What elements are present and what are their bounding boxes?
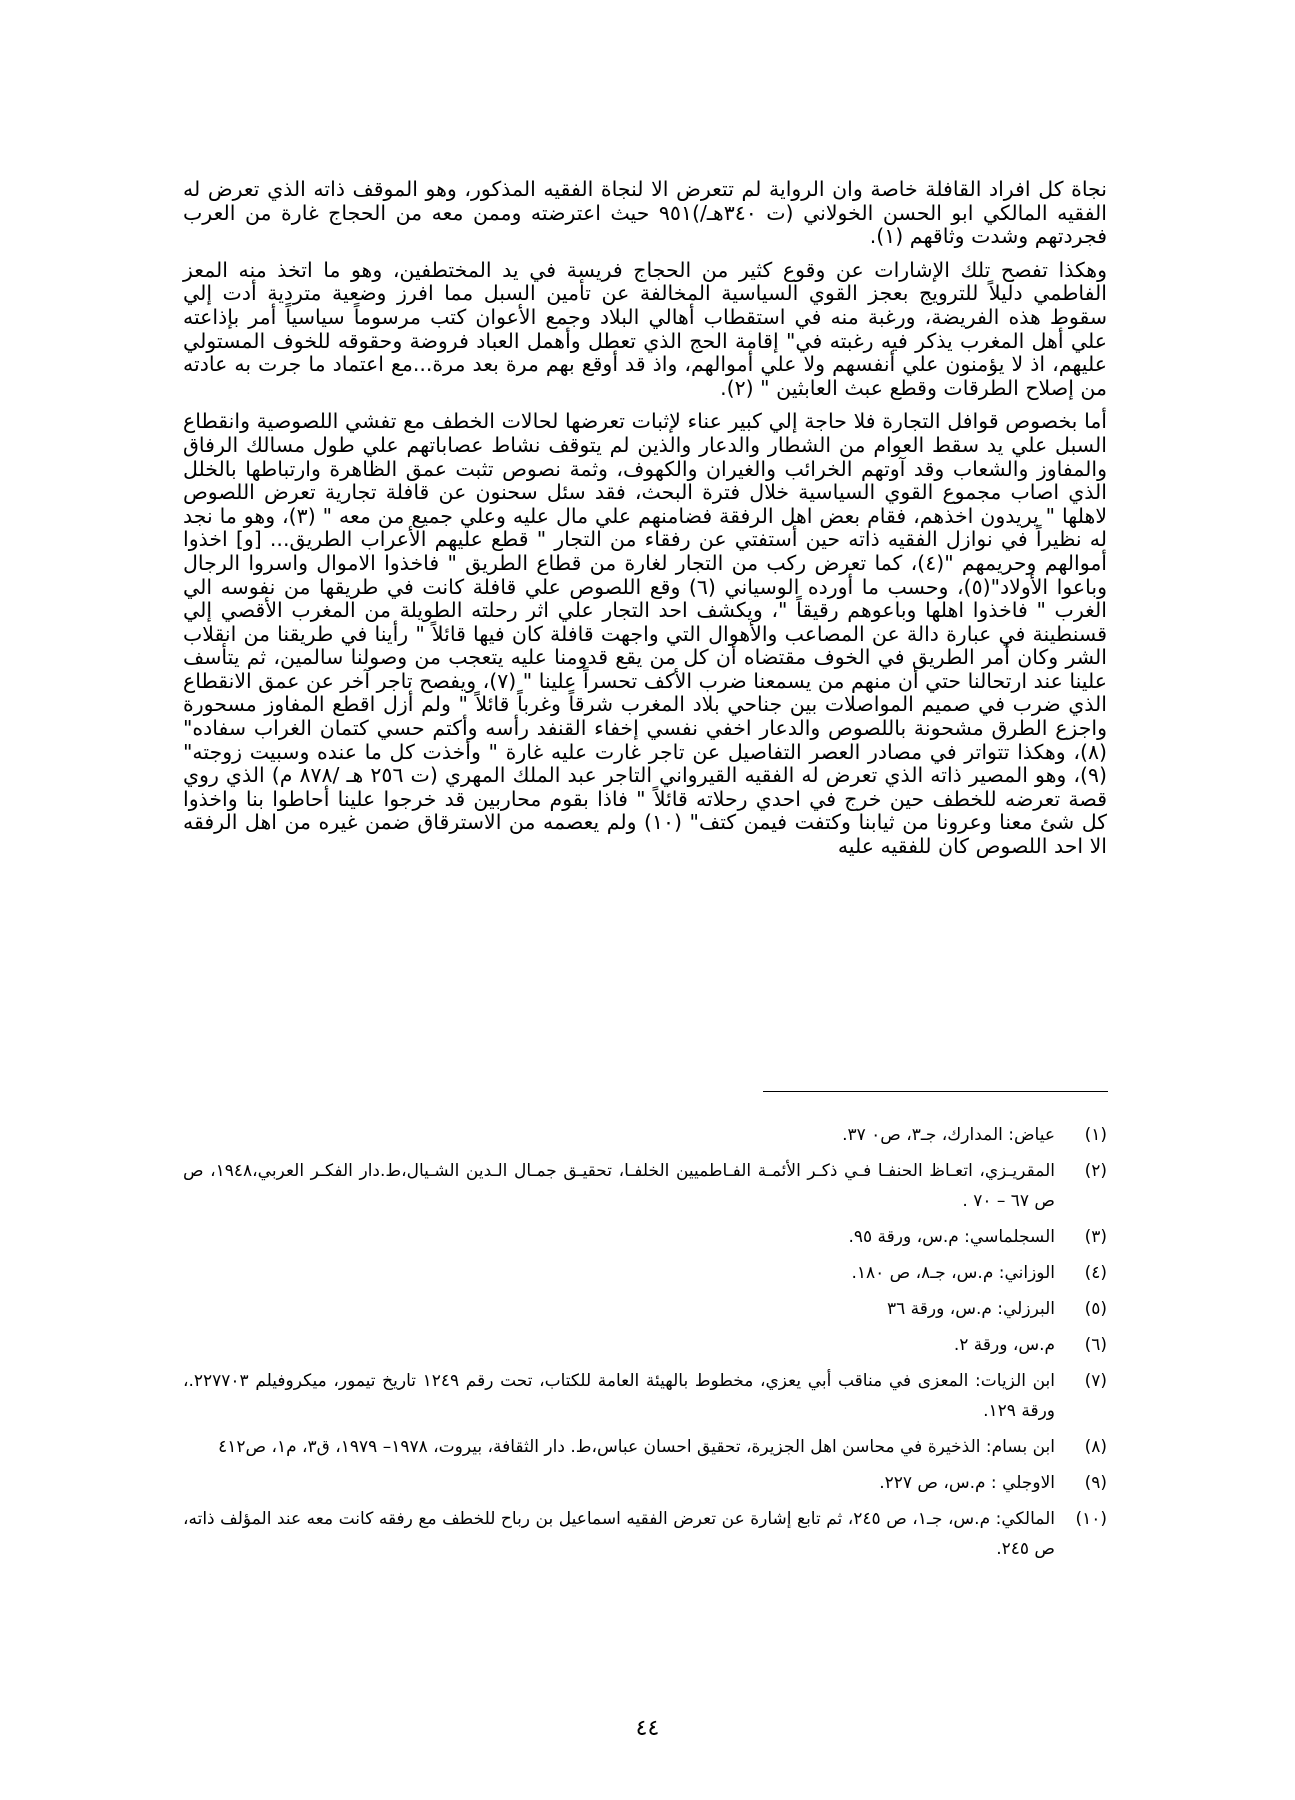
footnotes-list (183, 1120, 1107, 1570)
footnote-separator (763, 1091, 1108, 1092)
paragraph-3: أما بخصوص قوافل التجارة فلا حاجة إلي كبير عناء لإثبات تعرضها لحالات الخطف مع تفشي اللصوصية وانقطاع السبل علي يد سقط العوام من الشطار والدعار والذين لم يتوقف نشاط عصاباتهم علي طول مسالك الرفاق والمفاوز والشعاب وقد آوتهم الخرائب والغيران والكهوف، وثمة نصوص تثبت عمق الظاهرة وارتباطها بالخلل الذي اصاب مجموع القوي السياسية خلال فترة البحث، فقد سئل سحنون عن قافلة تجارية تعرض اللصوص لاهلها " يريدون اخذهم، فقام بعض اهل الرفقة فضامنهم علي مال عليه وعلي جميع من معه " (٣)، وهو ما نجد له نظيراً في نوازل الفقيه ذاته حين أستفتي عن رفقاء من التجار " قطع عليهم الأعراب الطريق... [و] اخذوا أموالهم وحريمهم "(٤)، كما تعرض ركب من التجار لغارة من قطاع الطريق " فاخذوا الاموال واسروا الرجال وباعوا الأولاد"(٥)، وحسب ما أورده الوسياني (٦) وقع اللصوص علي قافلة كانت في طريقها من نفوسه الي الغرب " فاخذوا اهلها وباعوهم رقيقاً "، ويكشف احد التجار علي اثر رحلته الطويلة من المغرب الأقصي إلي قسنطينة في عبارة دالة عن المصاعب والأهوال التي واجهت قافلة كان فيها قائلاً " رأينا في طريقنا من انقلاب الشر وكان أمر الطريق في الخوف مقتضاه أن كل من يقع قدومنا عليه يتعجب من وصولنا سالمين، ثم يتأسف علينا عند ارتحالنا حتي أن منهم من يسمعنا ضرب الأكف تحسراً علينا " (٧)، ويفصح تاجر آخر عن عمق الانقطاع الذي ضرب في صميم المواصلات بين جناحي بلاد المغرب شرقاً وغرباً قائلاً " ولم أزل اقطع المفاوز مسحورة واجزع الطرق مشحونة باللصوص والدعار اخفي نفسي إخفاء القنفد رأسه وأكتم حسي كتمان الغراب سفاده"(٨)، وهكذا تتواتر في مصادر العصر التفاصيل عن تاجر غارت عليه غارة " وأخذت كل ما عنده وسبيت زوجته"(٩)، وهو المصير ذاته الذي تعرض له الفقيه القيرواني التاجر عبد الملك المهري (ت ٢٥٦ هـ /٨٧٨ م) الذي روي قصة تعرضه للخطف حين خرج في احدي رحلاته قائلاً " فاذا بقوم محاربين قد خرجوا علينا أحاطوا بنا واخذوا كل شئ معنا وعرونا من ثيابنا وكتفت فيمن كتف" (١٠) ولم يعصمه من الاسترقاق ضمن غيره من اهل الرفقه الا احد اللصوص كان للفقيه عليه (183, 409, 1108, 859)
footnote-item (183, 1120, 1107, 1150)
footnote-number: (٨) (1084, 1437, 1107, 1457)
footnote-number: (٣) (1084, 1227, 1107, 1247)
footnote-text: الوزاني: م.س، جـ٨، ص ١٨٠. (851, 1263, 1055, 1283)
footnote-number: (٦) (1084, 1335, 1107, 1355)
footnote-item (183, 1366, 1107, 1426)
footnote-text: الاوجلي : م.س، ص ٢٢٧. (879, 1473, 1055, 1493)
footnote-item (183, 1504, 1107, 1564)
footnote-number: (١٠) (1075, 1509, 1107, 1529)
paragraph-1: نجاة كل افراد القافلة خاصة وان الرواية لم تتعرض الا لنجاة الفقيه المذكور، وهو الموقف ذاته الذي تعرض له الفقيه المالكي ابو الحسن الخولاني (ت ٣٤٠هـ/)٩٥١ حيث اعترضته وممن معه من الحجاج غارة من العرب فجردتهم وشدت وثاقهم (١). (183, 177, 1107, 249)
footnote-item (183, 1156, 1107, 1216)
footnote-number: (٤) (1084, 1263, 1107, 1283)
footnote-text: م.س، ورقة ٢. (953, 1335, 1055, 1355)
footnote-number: (٧) (1084, 1371, 1107, 1391)
footnote-text: ابن بسام: الذخيرة في محاسن اهل الجزيرة، تحقيق احسان عباس،ط. دار الثقافة، بيروت، ١٩٧٨– ١٩٧٩، ق٣، م١، ص٤١٢ (218, 1437, 1055, 1457)
footnote-item (183, 1222, 1107, 1252)
footnote-number: (٩) (1084, 1473, 1107, 1493)
footnote-item (183, 1432, 1107, 1462)
footnote-text: ابن الزيات: المعزى في مناقب أبي يعزي، مخطوط بالهيئة العامة للكتاب، تحت رقم ١٢٤٩ تاريخ تيمور، ميكروفيلم ٢٢٧٧٠٣.، ورقة ١٢٩. (183, 1371, 1055, 1421)
body-text (183, 178, 1107, 869)
page-number: ٤٤ (635, 1716, 660, 1741)
paragraph-2: وهكذا تفصح تلك الإشارات عن وقوع كثير من الحجاج فريسة في يد المختطفين، وهو ما اتخذ منه المعز الفاطمي دليلاً للترويج بعجز القوي السياسية المخالفة عن تأمين السبل مما افرز وضعية متردية أدت إلي سقوط هذه الفريضة، ورغبة منه في استقطاب أهالي البلاد وجمع الأعوان كتب مرسوماً سياسياً أمر بإذاعته علي أهل المغرب يذكر فيه رغبته في" إقامة الحج الذي تعطل وأهمل العباد فروضة وحقوقه للخوف المستولي عليهم، اذ لا يؤمنون علي أنفسهم ولا علي أموالهم، واذ قد أوقع بهم مرة بعد مرة...مع اعتماد ما جرت به عادته من إصلاح الطرقات وقطع عبث العابثين " (٢). (183, 257, 1107, 400)
footnote-number: (١) (1084, 1125, 1107, 1145)
footnote-text: عياض: المدارك، جـ٣، ص٠ ٣٧. (842, 1125, 1055, 1145)
footnote-item (183, 1330, 1107, 1360)
footnote-item (183, 1468, 1107, 1498)
footnote-number: (٥) (1084, 1299, 1107, 1319)
footnote-text: المقريـزي، اتعـاظ الحنفـا فـي ذكـر الأئمـة الفـاطميين الخلفـا، تحقيـق جمـال الـدين الشـيال،ط.دار الفكـر العربي،١٩٤٨، ص ص ٦٧ – ٧٠ . (183, 1161, 1055, 1211)
footnote-text: السجلماسي: م.س، ورقة ٩٥. (848, 1227, 1055, 1247)
footnote-text: البرزلي: م.س، ورقة ٣٦ (886, 1299, 1055, 1319)
footnote-item (183, 1294, 1107, 1324)
footnote-item (183, 1258, 1107, 1288)
footnote-text: المالكي: م.س، جـ١، ص ٢٤٥، ثم تابع إشارة عن تعرض الفقيه اسماعيل بن رباح للخطف مع رفقه كانت معه عند المؤلف ذاته، ص ٢٤٥. (183, 1509, 1056, 1559)
footnote-number: (٢) (1084, 1161, 1107, 1181)
